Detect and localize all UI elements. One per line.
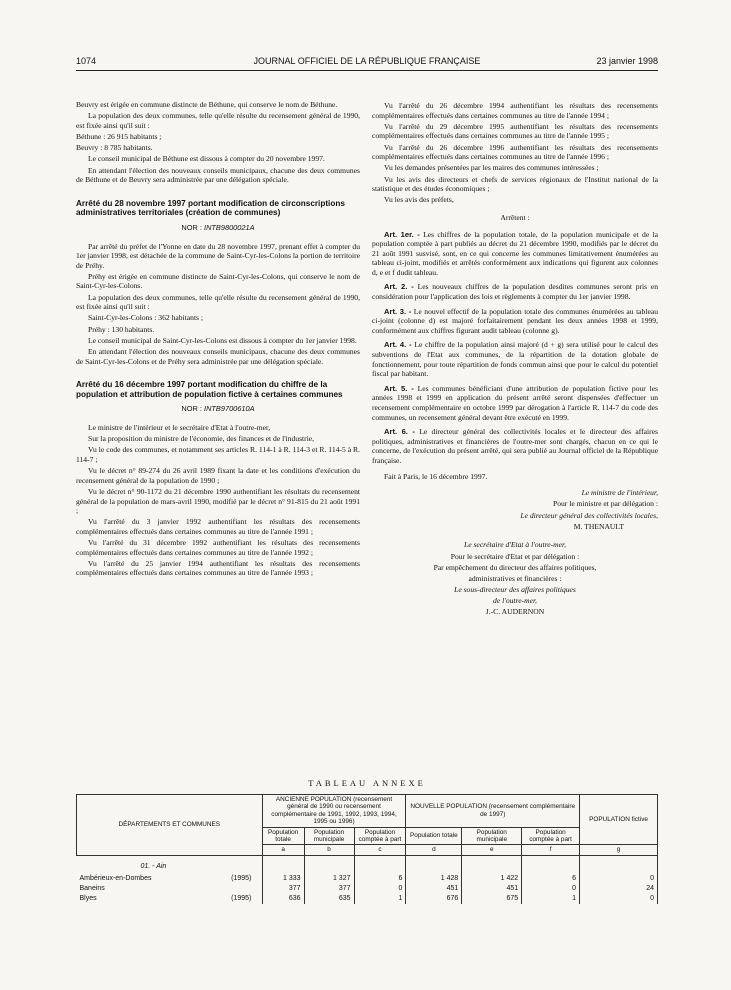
cell-f: 0: [522, 884, 580, 894]
census-year: [228, 884, 262, 894]
signature-line: Le ministre de l'intérieur,: [581, 488, 658, 498]
commune-name: Ambérieux-en-Dombes: [79, 874, 152, 882]
census-year: (1995): [231, 894, 252, 902]
decree-paragraph: Le conseil municipal de Saint-Cyr-les-Colons est dissous à compter du 1er janvier 1998.: [88, 335, 357, 345]
article-5: [372, 384, 658, 422]
department-name: 01. - Ain: [140, 862, 167, 870]
article-3: [372, 307, 658, 336]
cell-a: 1 333: [262, 874, 304, 884]
signature-line: Par empêchement du directeur des affaires politiques,: [433, 562, 597, 572]
article-2: [372, 282, 658, 301]
article-label: Art. 3. -: [384, 306, 412, 316]
nor-reference: [76, 404, 360, 414]
department-row: [77, 855, 658, 874]
decree-paragraph: Vu l'arrêté du 31 décembre 1992 authentifiant les résultats des recensements complémentaires effectués dans certaines communes au titre de l'année 1992 ;: [76, 538, 360, 557]
subheader: Population comptée à part: [522, 827, 580, 845]
signature-line: Le sous-directeur des affaires politiques: [454, 585, 576, 595]
article-label: Art. 5. -: [384, 383, 414, 393]
intro-paragraph: Beuvry : 8 785 habitants.: [76, 143, 153, 153]
header-new-population: NOUVELLE POPULATION (recensement complémentaire de 1997): [406, 795, 580, 828]
cell-a: 377: [262, 884, 304, 894]
nor-reference: [76, 223, 360, 233]
article-text: Le chiffre de la population ainsi majoré (d + g) sera utilisé pour le calcul des subventions de l'Etat aux communes, de la répartition de la dotation globale de fonctionnement, pour toute répartition de fonds commun ainsi que pour le calcul du potentiel fiscal par habitant.: [372, 340, 658, 379]
header-departments: DÉPARTEMENTS ET COMMUNES: [77, 795, 263, 856]
visa-paragraph: Vu les avis des préfets,: [384, 195, 454, 205]
intro-paragraph: Le conseil municipal de Béthune est dissous à compter du 20 novembre 1997.: [88, 154, 325, 164]
signature-line: Le secrétaire d'Etat à l'outre-mer,: [463, 540, 567, 550]
decree-paragraph: Le ministre de l'intérieur et le secrétaire d'Etat à l'outre-mer,: [88, 422, 271, 432]
article-text: Le directeur général des collectivités locales et le directeur des affaires politiques, administratives et financières de l'outre-mer sont chargés, chacun en ce qui le concerne, de l'exécution du présent arrêté, qui sera publié au Journal officiel de la République française.: [372, 427, 658, 465]
right-column: [372, 101, 658, 619]
article-label: Art. 4. -: [384, 340, 412, 350]
cell-a: 636: [262, 894, 304, 904]
decree-title: Arrêté du 28 novembre 1997 portant modification de circonscriptions administratives territoriales (création de communes): [76, 198, 345, 218]
intro-paragraph: En attendant l'élection des nouveaux conseils municipaux, chacune des deux communes de Béthune et de Beuvry sera administrée par une délégation spéciale.: [76, 165, 360, 185]
cell-d: 1 428: [406, 874, 462, 884]
decree-paragraph: La population des deux communes, telle qu'elle résulte du recensement général de 1990, est fixée ainsi qu'il suit :: [76, 292, 360, 312]
decree-paragraph: Par arrêté du préfet de l'Yonne en date du 28 novembre 1997, prenant effet à compter du 1er janvier 1998, est détachée de la commune de Saint-Cyr-les-Colons la portion de territoire de Préhy.: [76, 241, 360, 270]
page-header: [76, 56, 658, 70]
intro-paragraph: Beuvry est érigée en commune distincte de Béthune, qui conserve le nom de Béthune.: [76, 100, 338, 109]
journal-title: JOURNAL OFFICIEL DE LA RÉPUBLIQUE FRANÇAISE: [253, 56, 481, 66]
article-text: Les communes bénéficiant d'une attribution de population fictive pour les années 1998 et 1999 en application du présent arrêté seront dispensées d'effectuer un recensement complémentaire en octobre 1999 par dérogation à l'article R. 114-7 du code des communes, un recensement général devant être exécuté en 1999.: [372, 383, 658, 422]
subheader: Population municipale: [304, 827, 354, 845]
cell-e: 1 422: [462, 874, 522, 884]
intro-paragraph: La population des deux communes, telle qu'elle résulte du recensement général de 1990, est fixée ainsi qu'il suit :: [76, 111, 360, 130]
decree-paragraph: Vu le décret n° 89-274 du 26 avril 1989 fixant la date et les conditions d'exécution du recensement général de la population de 1990 ;: [76, 466, 360, 485]
header-fictive-population: POPULATION fictive: [580, 795, 658, 845]
signature-line: Pour le secrétaire d'Etat et par délégation :: [450, 551, 580, 561]
cell-c: 6: [354, 874, 406, 884]
signature-line: Le directeur général des collectivités locales,: [520, 510, 658, 520]
header-rule: [76, 70, 658, 71]
nor-label: NOR :: [181, 404, 202, 414]
article-text: Le nouvel effectif de la population totale des communes énumérées au tableau ci-joint (colonne d) est majoré forfaitairement pendant les deux années 1998 et 1999, conformément aux chiffres figurant audit tableau (colonne g).: [372, 306, 658, 335]
subheader: Population municipale: [462, 827, 522, 845]
subheader: Population totale: [262, 827, 304, 845]
cell-f: 6: [522, 874, 580, 884]
column-letter: b: [304, 845, 354, 855]
annex-table: [76, 794, 658, 904]
decree-paragraph: Préhy est érigée en commune distincte de Saint-Cyr-les-Colons, qui conserve le nom de Saint-Cyr-les-Colons.: [76, 271, 360, 291]
signature-line: de l'outre-mer,: [493, 596, 537, 606]
article-label: Art. 1er. -: [384, 229, 420, 239]
decree-paragraph: Sur la proposition du ministre de l'économie, des finances et de l'industrie,: [88, 434, 315, 444]
column-letter: f: [522, 845, 580, 855]
decree-paragraph: Vu l'arrêté du 3 janvier 1992 authentifiant les résultats des recensements complémentaires effectués dans certaines communes au titre de l'année 1991 ;: [76, 517, 360, 536]
table-row: [77, 874, 658, 884]
signature-line: administratives et financières :: [468, 573, 562, 583]
cell-e: 451: [462, 884, 522, 894]
signatory-name: M. THENAULT: [573, 521, 624, 531]
article-text: Les chiffres de la population totale, de la population municipale et de la population comptée à part publiés au décret du 21 décembre 1990, modifiés par le décret du 21 août 1991 susvisé, sont, en ce qui concerne les communes limitativement énumérées au tableau ci-joint, modifiés et arrêtés conformément aux indications qui figurent aux colonnes d, e et f dudit tableau.: [372, 229, 659, 277]
arretent-heading: Arrêtent :: [500, 212, 530, 222]
table-row: [77, 884, 658, 894]
cell-d: 451: [406, 884, 462, 894]
signatory-name: J.-C. AUDERNON: [485, 607, 545, 617]
article-text: Les nouveaux chiffres de la population desdites communes seront pris en considération pour l'application des lois et règlements à compter du 1er janvier 1998.: [372, 282, 658, 302]
decree-title: Arrêté du 16 décembre 1997 portant modification du chiffre de la population et attribution de population fictive à certaines communes: [76, 380, 343, 399]
article-label: Art. 2. -: [384, 282, 414, 292]
visa-paragraph: Vu l'arrêté du 29 décembre 1995 authentifiant les résultats des recensements complémentaires effectués dans certaines communes au titre de l'année 1995 ;: [372, 121, 658, 141]
intro-paragraph: Béthune : 26 915 habitants ;: [76, 131, 162, 141]
census-year: (1995): [231, 874, 252, 882]
article-label: Art. 6. -: [384, 427, 415, 437]
decree-paragraph: En attendant l'élection des nouveaux conseils municipaux, chacune des deux communes de Saint-Cyr-les-Colons et de Préhy sera administrée par une délégation spéciale.: [76, 347, 360, 366]
page-number: 1074: [76, 56, 97, 66]
cell-e: 675: [462, 894, 522, 904]
signature-line: Pour le ministre et par délégation :: [552, 499, 658, 509]
cell-g: 0: [580, 894, 658, 904]
cell-b: 1 327: [304, 874, 354, 884]
decree-paragraph: Vu le décret n° 90-1172 du 21 décembre 1990 authentifiant les résultats du recensement général de la population de mars-avril 1990, modifié par le décret n° 91-815 du 21 août 1991 ;: [76, 486, 360, 516]
column-letter: g: [580, 845, 658, 855]
header-old-population: ANCIENNE POPULATION (recensement général de 1990 ou recensement complémentaire de 1991, 1992, 1993, 1994, 1995 ou 1996): [262, 795, 406, 828]
cell-g: 0: [580, 874, 658, 884]
signature-date: Fait à Paris, le 16 décembre 1997.: [384, 471, 488, 481]
nor-label: NOR :: [181, 222, 202, 232]
nor-code: INTB9800021A: [204, 222, 255, 232]
visa-paragraph: Vu l'arrêté du 26 décembre 1996 authentifiant les résultats des recensements complémentaires effectués dans certaines communes au titre de l'année 1996 ;: [372, 142, 658, 162]
decree-paragraph: Vu l'arrêté du 25 janvier 1994 authentifiant les résultats des recensements complémentaires effectués dans certaines communes au titre de l'année 1993 ;: [76, 558, 360, 578]
column-letter: e: [462, 845, 522, 855]
table-row: [77, 894, 658, 904]
cell-g: 24: [580, 884, 658, 894]
cell-c: 0: [354, 884, 406, 894]
article-6: [372, 427, 658, 465]
cell-c: 1: [354, 894, 406, 904]
cell-d: 676: [406, 894, 462, 904]
subheader: Population totale: [406, 827, 462, 845]
column-letter: d: [406, 845, 462, 855]
article-1: [372, 230, 658, 278]
commune-name: Baneins: [79, 884, 105, 892]
column-letter: c: [354, 845, 406, 855]
decree-paragraph: Saint-Cyr-les-Colons : 362 habitants ;: [88, 313, 204, 323]
table-title: TABLEAU ANNEXE: [308, 778, 426, 788]
column-letter: a: [262, 845, 304, 855]
commune-name: Blyes: [79, 894, 97, 902]
visa-paragraph: Vu l'arrêté du 26 décembre 1994 authentifiant les résultats des recensements complémentaires effectués dans certaines communes au titre de l'année 1994 ;: [372, 101, 658, 120]
subheader: Population comptée à part: [354, 827, 406, 845]
decree-paragraph: Préhy : 130 habitants.: [88, 324, 155, 334]
cell-f: 1: [522, 894, 580, 904]
decree-paragraph: Vu le code des communes, et notamment ses articles R. 114-1 à R. 114-3 et R. 114-5 à R. 114-7 ;: [76, 445, 360, 464]
issue-date: 23 janvier 1998: [596, 56, 658, 66]
cell-b: 635: [304, 894, 354, 904]
cell-b: 377: [304, 884, 354, 894]
left-column: [76, 100, 360, 580]
visa-paragraph: Vu les avis des directeurs et chefs de services régionaux de l'Institut national de la statistique et des études économiques ;: [372, 174, 658, 194]
visa-paragraph: Vu les demandes présentées par les maires des communes intéressées ;: [384, 163, 599, 173]
article-4: [372, 340, 658, 378]
nor-code: INTB9700610A: [204, 404, 255, 414]
